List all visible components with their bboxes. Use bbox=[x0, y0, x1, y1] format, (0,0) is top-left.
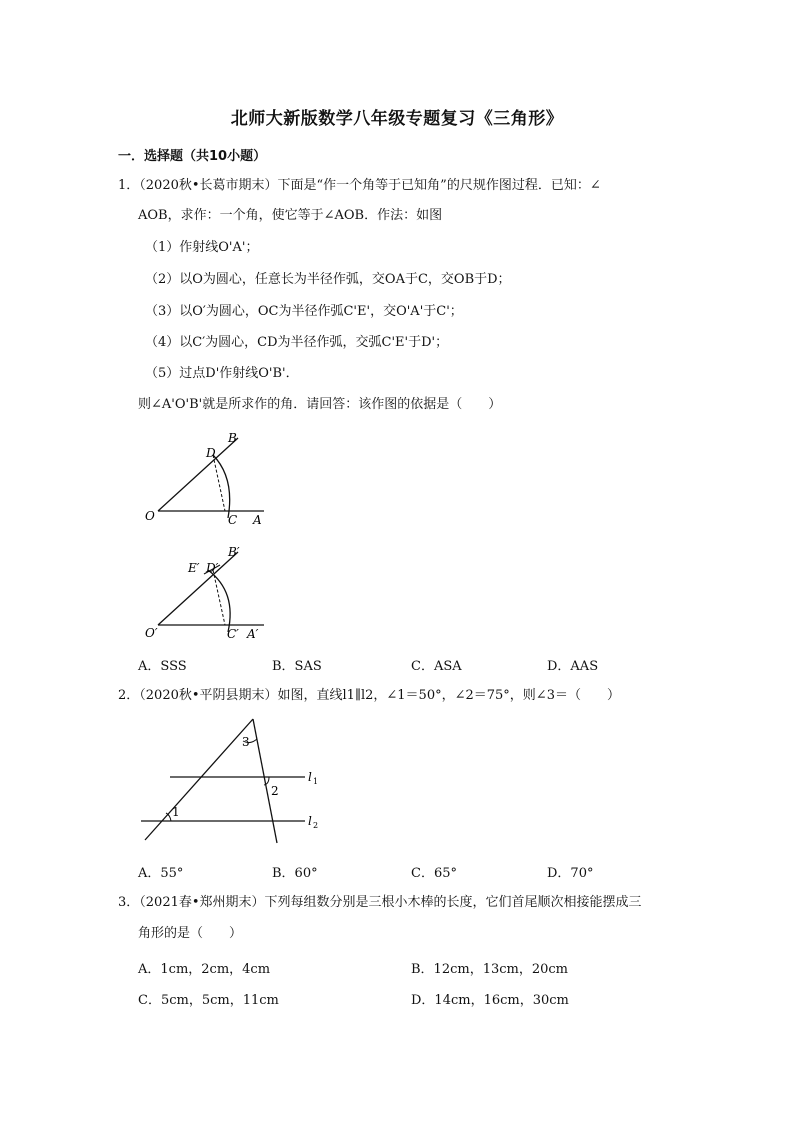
q1-figure-original-angle bbox=[140, 428, 300, 538]
q2-option-d[interactable]: D．70° bbox=[547, 866, 594, 881]
q2-angle-3-label: 3 bbox=[242, 735, 250, 749]
q1-step-3: （3）以O′为圆心，OC为半径作弧C'E'，交O'A'于C'； bbox=[145, 304, 463, 319]
q3-option-d[interactable]: D．14cm，16cm，30cm bbox=[411, 993, 569, 1008]
q2-option-a[interactable]: A．55° bbox=[138, 866, 184, 881]
fig2-label-c: C′ bbox=[227, 627, 239, 641]
q1-option-a[interactable]: A．SSS bbox=[138, 659, 187, 674]
q1-step-5: （5）过点D'作射线O'B'． bbox=[145, 366, 299, 381]
q2-option-c[interactable]: C．65° bbox=[411, 866, 457, 881]
q1-question: 则∠A'O'B'就是所求作的角．请回答：该作图的依据是（ ） bbox=[138, 397, 502, 412]
q3-option-c[interactable]: C．5cm，5cm，11cm bbox=[138, 993, 279, 1008]
q1-option-d[interactable]: D．AAS bbox=[547, 659, 599, 674]
fig2-label-b: B′ bbox=[228, 545, 240, 559]
q3-option-a[interactable]: A．1cm，2cm，4cm bbox=[138, 962, 271, 977]
fig1-label-d: D bbox=[206, 446, 216, 460]
q2-stem: 2．（2020秋•平阴县期末）如图，直线l1∥l2，∠1＝50°，∠2＝75°，则∠3＝（ ） bbox=[118, 688, 620, 703]
q1-option-b[interactable]: B．SAS bbox=[272, 659, 322, 674]
q1-stem-line2: AOB，求作：一个角，使它等于∠AOB．作法：如图 bbox=[138, 208, 443, 223]
q2-line-l2-subscript: 2 bbox=[313, 821, 319, 830]
section-heading: 一．选择题（共10小题） bbox=[118, 149, 267, 164]
fig2-label-o: O′ bbox=[145, 626, 158, 640]
q1-step-2: （2）以O为圆心，任意长为半径作弧，交OA于C，交OB于D； bbox=[145, 272, 511, 287]
q1-option-c[interactable]: C．ASA bbox=[411, 659, 462, 674]
q1-step-4: （4）以C′为圆心，CD为半径作弧，交弧C'E'于D'； bbox=[145, 335, 449, 350]
q2-angle-1-label: 1 bbox=[172, 805, 180, 819]
q3-stem-line1: 3．（2021春•郑州期末）下列每组数分别是三根小木棒的长度，它们首尾顺次相接能摆成三 bbox=[118, 895, 642, 910]
q3-stem-line2: 角形的是（ ） bbox=[138, 926, 243, 941]
fig1-label-b: B bbox=[228, 431, 237, 445]
q2-line-l2-label: l bbox=[308, 814, 312, 828]
q2-line-l1-subscript: 1 bbox=[313, 777, 319, 786]
q2-option-b[interactable]: B．60° bbox=[272, 866, 318, 881]
fig2-label-e: E′ bbox=[188, 561, 200, 575]
q2-angle-2-label: 2 bbox=[271, 784, 279, 798]
fig1-label-c: C bbox=[228, 513, 238, 527]
fig2-label-d: D′ bbox=[206, 561, 219, 575]
q1-stem-line1: 1．（2020秋•长葛市期末）下面是“作一个角等于已知角”的尺规作图过程．已知：∠ bbox=[118, 178, 601, 193]
q2-figure-parallel-lines bbox=[135, 715, 335, 845]
q3-option-b[interactable]: B．12cm，13cm，20cm bbox=[411, 962, 569, 977]
fig2-label-a: A′ bbox=[247, 627, 259, 641]
fig1-label-a: A bbox=[253, 513, 262, 527]
fig1-label-o: O bbox=[145, 509, 155, 523]
q1-step-1: （1）作射线O'A'； bbox=[145, 240, 259, 255]
q2-line-l1-label: l bbox=[308, 770, 312, 784]
document-title: 北师大新版数学八年级专题复习《三角形》 bbox=[230, 109, 564, 129]
q1-figure-constructed-angle bbox=[140, 540, 300, 650]
